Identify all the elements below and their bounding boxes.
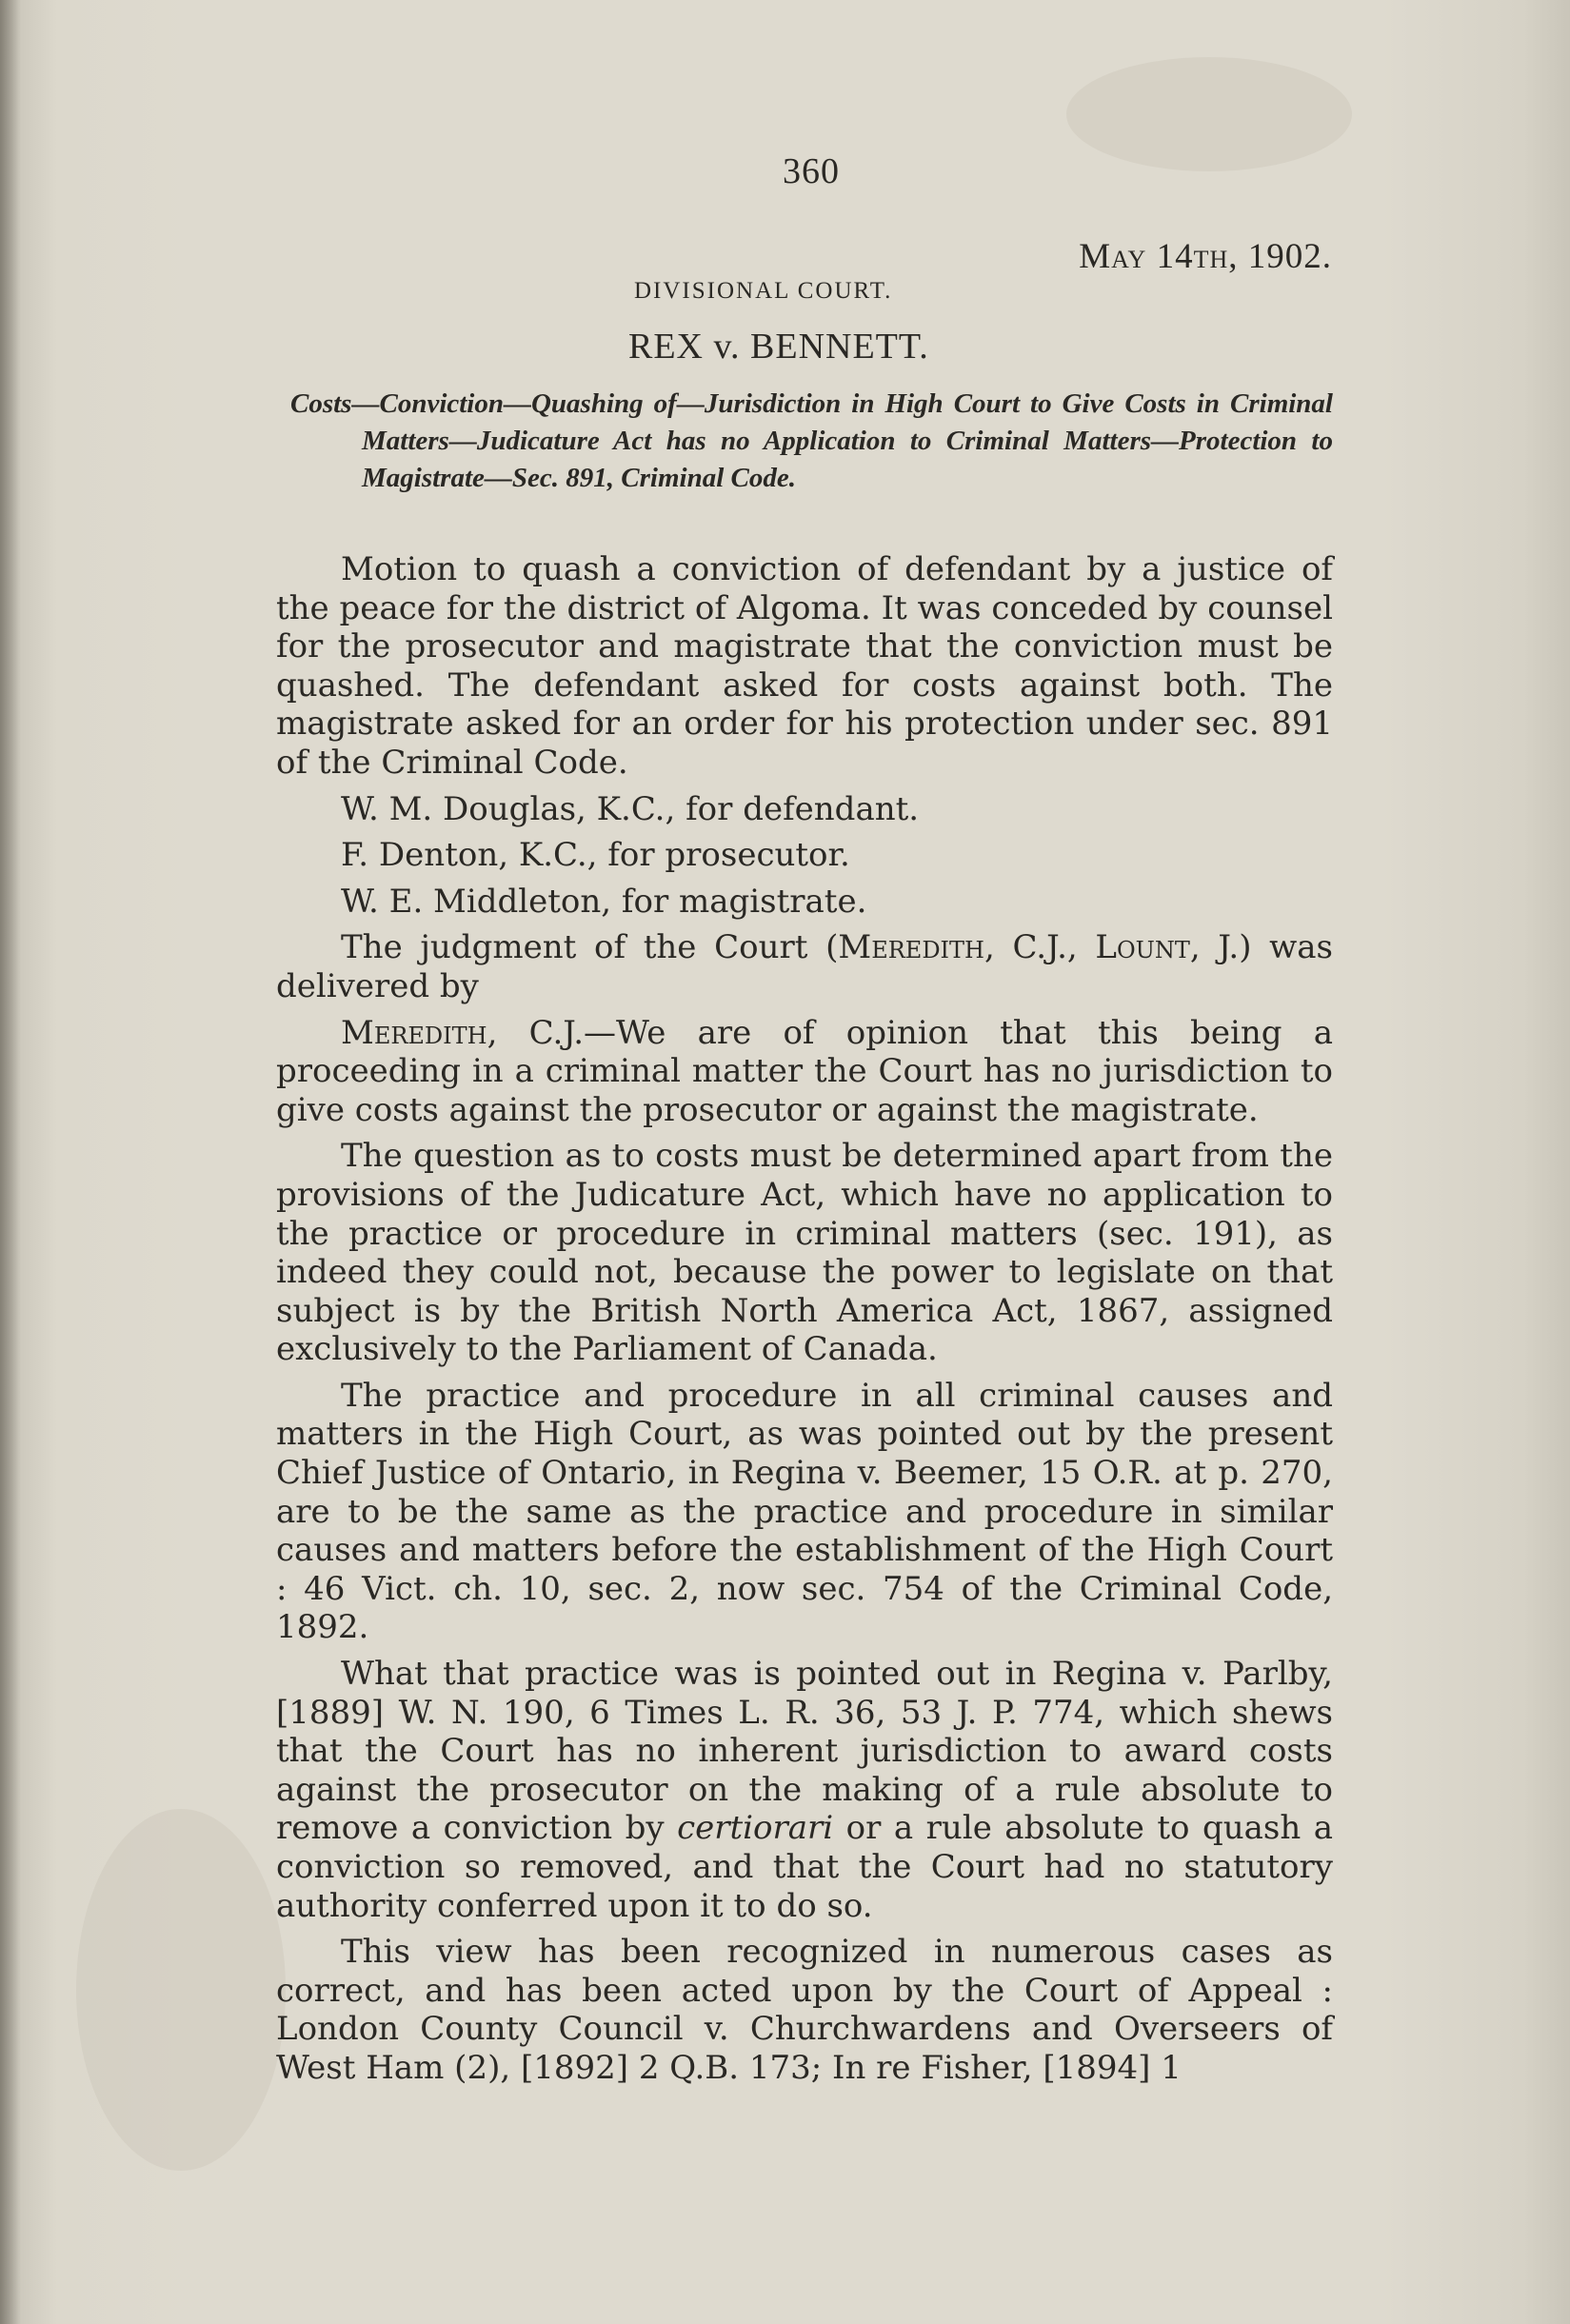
parlby-text-b: or a rule absolute to quash a conviction so removed, and that the Court had no statutory authority conferred upon it to do so. [276, 1809, 1333, 1925]
paragraph-regina-parlby [276, 1655, 1333, 1925]
decision-date-text: May 14th, 1902. [1079, 237, 1332, 276]
opinion-judge-name: Meredith [341, 1013, 487, 1052]
paragraph-practice-procedure: The practice and procedure in all criminal causes and matters in the High Court, as was pointed out by the present Chief Justice of Ontario, in Regina v. Beemer, 15 O.R. at p. 270, are to be the same as the practice and procedure in similar causes and matters before the establishment of the High Court : 46 Vict. ch. 10, sec. 2, now sec. 754 of the Criminal Code, 1892. [276, 1376, 1333, 1647]
opinion-start-text: , C.J.—We are of opinion that this being a proceeding in a criminal matter the Court has no jurisdiction to give costs against the prosecutor or against the magistrate. [276, 1013, 1333, 1129]
judgment-intro-text-2: , C.J., [984, 928, 1096, 967]
paragraph-opinion-start [276, 1014, 1333, 1130]
court-name: DIVISIONAL COURT. [634, 278, 893, 304]
judgment-intro-text-3: , J.) was delivered by [276, 928, 1333, 1005]
judge-name-meredith: Meredith [838, 928, 984, 967]
page-number: 360 [783, 151, 840, 191]
case-title: REX v. BENNETT. [628, 327, 929, 367]
counsel-prosecutor: F. Denton, K.C., for prosecutor. [341, 836, 850, 875]
counsel-magistrate: W. E. Middleton, for magistrate. [341, 882, 867, 921]
paper-stain [76, 1809, 286, 2171]
body-text [276, 550, 1333, 2096]
paragraph-judicature-act: The question as to costs must be determined apart from the provisions of the Judicature Act, which have no application to the practice or procedure in criminal matters (sec. 191), as indeed they could not, because the power to legislate on that subject is by the British North America Act, 1867, assigned exclusively to the Parliament of Canada. [276, 1137, 1333, 1369]
counsel-defendant: W. M. Douglas, K.C., for defendant. [341, 789, 920, 828]
gutter-shadow [0, 0, 21, 2324]
paper-stain [1066, 57, 1352, 171]
paragraph-motion: Motion to quash a conviction of defendant by a justice of the peace for the district of Algoma. It was conceded by counsel for the prosecutor and magistrate that the conviction must be quashed. The defendant asked for costs against both. The magistrate asked for an order for his protection under sec. 891 of the Criminal Code. [276, 550, 1333, 782]
judgment-intro-text-1: The judgment of the Court ( [341, 928, 839, 967]
decision-date [1079, 236, 1332, 277]
headnote: Costs—Conviction—Quashing of—Jurisdiction in High Court to Give Costs in Criminal Matters—Judicature Act has no Application to Criminal Matters—Protection to Magistrate—Sec. 891, Criminal Code. [290, 388, 1333, 493]
paragraph-judgment-intro [276, 928, 1333, 1005]
paragraph-court-of-appeal: This view has been recognized in numerous cases as correct, and has been acted upon by the Court of Appeal : London County Council v. Churchwardens and Overseers of West Ham (2), [1892] 2 Q.B. 173; In re Fisher, [1894] 1 [276, 1933, 1333, 2087]
parlby-text-a: What that practice was is pointed out in Regina v. Parlby, [1889] W. N. 190, 6 Times L. R. 36, 53 J. P. 774, which shews that the Court has no inherent jurisdiction to award costs against the prosecutor on the making of a rule absolute to remove a conviction by [276, 1655, 1333, 1848]
judge-name-lount: Lount [1095, 928, 1190, 967]
certiorari-term: certiorari [677, 1809, 834, 1848]
